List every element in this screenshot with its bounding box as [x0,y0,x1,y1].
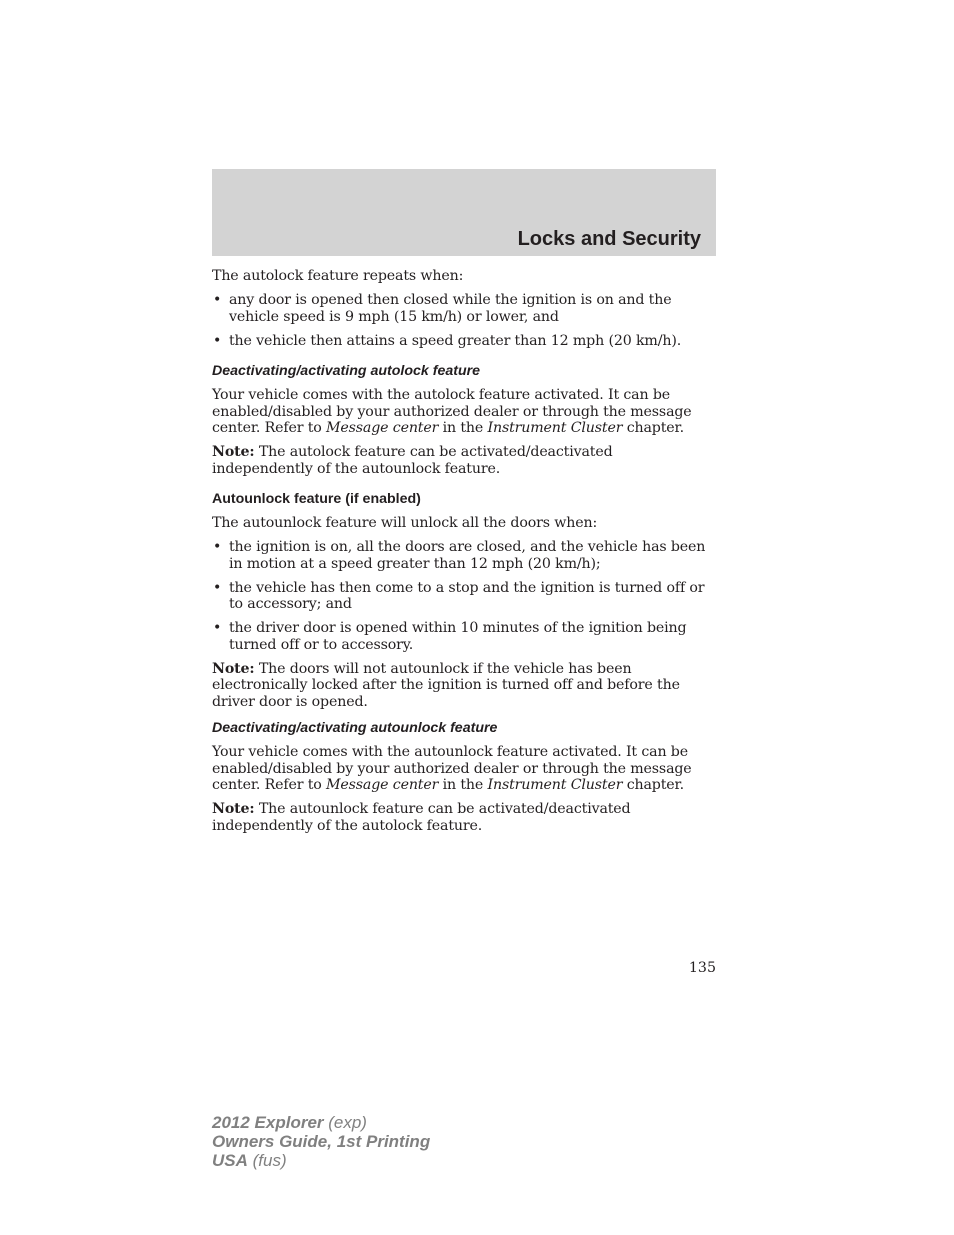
note-label: Note: [212,660,255,677]
paragraph-text: Your vehicle comes with the autounlock feature activated. It can be enabled/disabled by your authorized dealer or through the message center. Refer to [212,744,692,793]
autounlock-final-note [212,801,717,834]
autolock-note [212,444,717,477]
note-label: Note: [212,801,255,817]
page-number: 135 [688,960,716,976]
autounlock-intro: The autounlock feature will unlock all the doors when: [212,515,598,531]
footer [212,1113,430,1170]
section-title: Locks and Security [517,228,701,250]
list-item [212,580,717,613]
footer-line-guide [212,1132,430,1151]
page-content [212,268,717,842]
list-item-text: the driver door is opened within 10 minutes of the ignition being turned off or to accessory. [229,620,687,653]
cross-reference: Instrument Cluster [487,777,623,793]
footer-line-market [212,1151,430,1170]
list-item [212,333,717,350]
cross-reference: Message center [326,420,439,436]
autolock-intro: The autolock feature repeats when: [212,268,464,284]
footer-model: 2012 Explorer [212,1113,324,1132]
bullet-icon: • [213,292,222,308]
paragraph-text: in the [438,777,488,793]
footer-line-model [212,1113,430,1132]
note-text: The autounlock feature can be activated/deactivated independently of the autolock feature. [212,801,631,834]
paragraph-text: Your vehicle comes with the autolock feature activated. It can be enabled/disabled by your authorized dealer or through the message center. Refer to [212,387,692,436]
bullet-icon: • [213,539,222,555]
cross-reference: Instrument Cluster [487,420,623,436]
footer-market: USA [212,1151,248,1170]
autounlock-paragraph [212,744,717,794]
footer-guide: Owners Guide, 1st Printing [212,1132,431,1151]
note-label: Note: [212,444,255,460]
list-item-text: any door is opened then closed while the ignition is on and the vehicle speed is 9 mph (15 km/h) or lower, and [229,292,672,325]
paragraph-text: in the [438,420,488,436]
list-item-text: the vehicle has then come to a stop and the ignition is turned off or to accessory; and [229,579,705,612]
note-text: The doors will not autounlock if the vehicle has been electronically locked after the ignition is turned off and before the driver door is opened. [212,660,680,710]
autounlock-note [212,661,717,711]
footer-model-code: (exp) [323,1113,367,1132]
list-item [212,539,717,572]
footer-market-code: (fus) [247,1151,287,1170]
section-heading-autolock: Deactivating/activating autolock feature [212,363,481,379]
list-item-text: the ignition is on, all the doors are closed, and the vehicle has been in motion at a speed greater than 12 mph (20 km/h); [229,539,706,572]
note-text: The autolock feature can be activated/deactivated independently of the autounlock feature. [212,444,613,477]
list-item [212,292,717,325]
bullet-icon: • [213,620,222,636]
list-item-text: the vehicle then attains a speed greater than 12 mph (20 km/h). [229,332,682,349]
paragraph-text: chapter. [622,420,684,436]
bullet-icon: • [213,579,222,596]
autolock-paragraph [212,387,717,437]
bullet-icon: • [213,332,222,349]
cross-reference: Message center [326,777,439,793]
list-item [212,620,717,653]
section-heading-deactivate-autounlock: Deactivating/activating autounlock feature [212,720,498,736]
paragraph-text: chapter. [622,777,684,793]
section-header-band [212,169,716,256]
section-heading-autounlock: Autounlock feature (if enabled) [212,491,421,507]
